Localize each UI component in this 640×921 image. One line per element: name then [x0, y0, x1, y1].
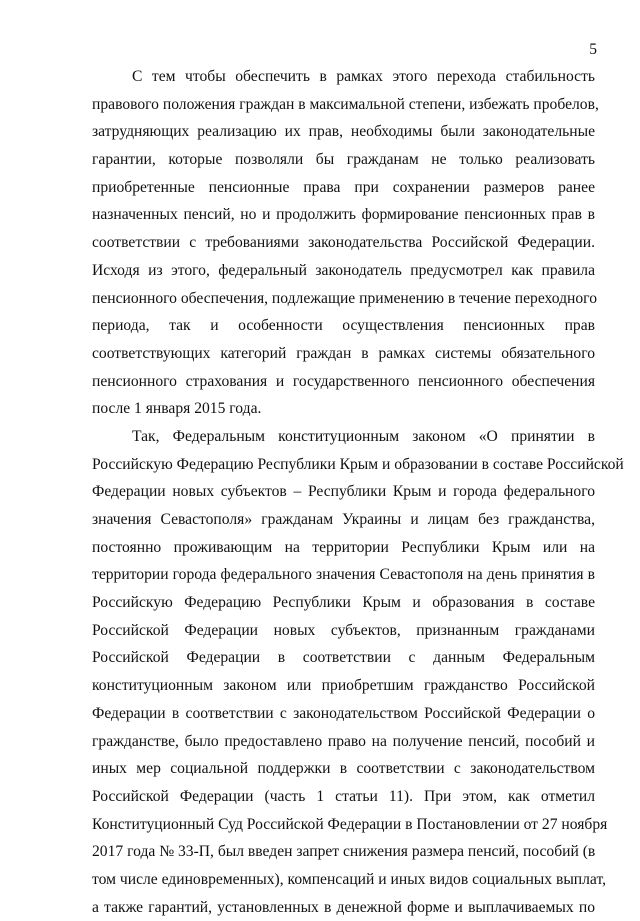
text-line: конституционным законом или приобретшим гражданство Российской: [92, 677, 595, 695]
text-line: затрудняющих реализацию их прав, необходимы были законодательные: [92, 123, 595, 141]
text-line: гражданстве, было предоставлено право на получение пенсий, пособий и: [92, 732, 595, 750]
text-line: пенсионного страхования и государственного пенсионного обеспечения: [92, 372, 595, 390]
text-line: постоянно проживающим на территории Республики Крым или на: [92, 538, 595, 556]
text-line: Исходя из этого, федеральный законодатель предусмотрел как правила: [92, 261, 595, 279]
text-line: Российской Федерации новых субъектов, признанным гражданами: [92, 621, 595, 639]
text-line: Российскую Федерацию Республики Крым и образования в составе: [92, 594, 595, 612]
text-line: приобретенные пенсионные права при сохранении размеров ранее: [92, 178, 595, 196]
text-line: после 1 января 2015 года.: [92, 400, 262, 418]
text-line: пенсионного обеспечения, подлежащие применению в течение переходного: [92, 289, 597, 307]
text-line: Так, Федеральным конституционным законом «О принятии в: [132, 427, 595, 445]
body-text: [92, 63, 624, 921]
paragraph-2: [92, 423, 624, 921]
text-line: а также гарантий, установленных в денежной форме и выплачиваемых по: [92, 898, 595, 916]
page-number: 5: [589, 41, 597, 58]
text-line: Федерации новых субъектов – Республики Крым и города федерального: [92, 483, 595, 501]
text-line: иных мер социальной поддержки в соответствии с законодательством: [92, 760, 595, 778]
text-line: значения Севастополя» гражданам Украины и лицам без гражданства,: [92, 511, 595, 528]
text-line: соответствующих категорий граждан в рамках системы обязательного: [92, 344, 595, 362]
text-line: гарантии, которые позволяли бы гражданам не только реализовать: [92, 151, 595, 169]
text-line: назначенных пенсий, но и продолжить формирование пенсионных прав в: [92, 206, 595, 224]
text-line: территории города федерального значения Севастополя на день принятия в: [92, 566, 595, 584]
text-line: Конституционный Суд Российской Федерации в Постановлении от 27 ноября: [92, 815, 608, 833]
paragraph-1: [92, 63, 599, 423]
text-line: 2017 года № 33-П, был введен запрет снижения размера пенсий, пособий (в: [92, 843, 596, 861]
text-line: Российскую Федерацию Республики Крым и образовании в составе Российской: [92, 455, 624, 473]
text-line: правового положения граждан в максимальной степени, избежать пробелов,: [92, 95, 599, 113]
text-line: Российской Федерации в соответствии с данным Федеральным: [92, 649, 595, 667]
text-line: С тем чтобы обеспечить в рамках этого перехода стабильность: [132, 68, 595, 85]
text-line: периода, так и особенности осуществления пенсионных прав: [92, 317, 595, 335]
text-line: Российской Федерации (часть 1 статьи 11). При этом, как отметил: [92, 787, 595, 805]
text-line: Федерации в соответствии с законодательством Российской Федерации о: [92, 704, 595, 722]
text-line: том числе единовременных), компенсаций и иных видов социальных выплат,: [92, 870, 606, 888]
text-line: соответствии с требованиями законодательства Российской Федерации.: [92, 234, 595, 252]
